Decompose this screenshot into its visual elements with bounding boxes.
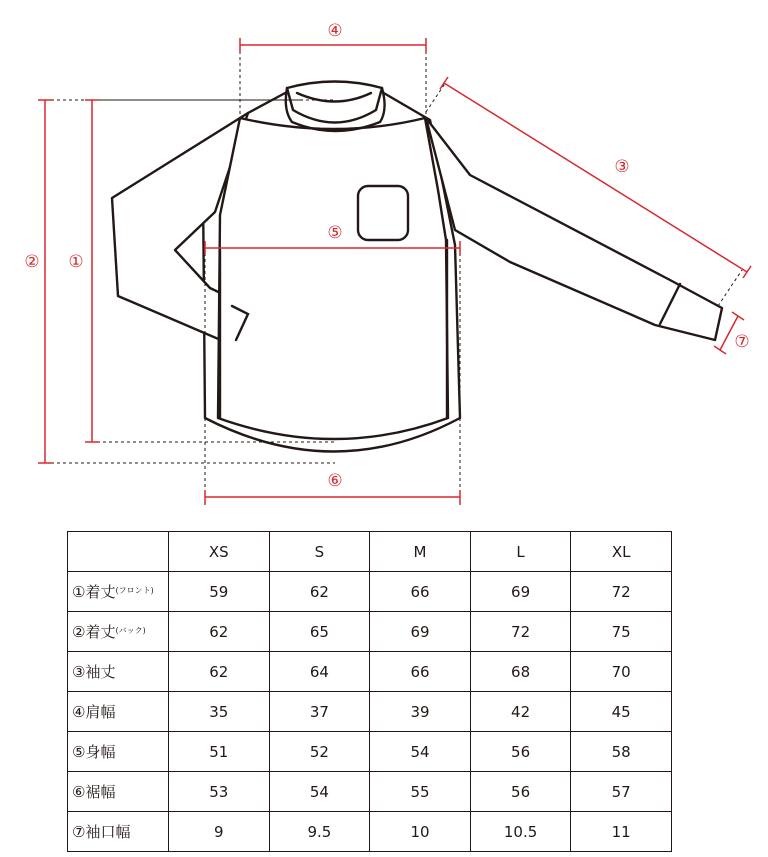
table-row: [68, 612, 672, 652]
table-cell: 55: [370, 772, 471, 812]
row-label: ③袖丈: [68, 652, 169, 692]
label-6: ⑥: [327, 471, 343, 491]
table-cell: 10.5: [470, 812, 571, 852]
measure-back-length: [24, 100, 52, 463]
header-cell-empty: [68, 532, 169, 572]
row-label: ⑤身幅: [68, 732, 169, 772]
table-cell: 75: [571, 612, 672, 652]
header-cell: M: [370, 532, 471, 572]
table-cell: 64: [269, 652, 370, 692]
table-cell: 56: [470, 732, 571, 772]
table-row: [68, 812, 672, 852]
table-cell: 37: [269, 692, 370, 732]
table-cell: 56: [470, 772, 571, 812]
pocket: [358, 186, 408, 240]
label-2: ②: [24, 252, 40, 272]
table-row: [68, 572, 672, 612]
label-7: ⑦: [734, 332, 750, 352]
table-cell: 35: [169, 692, 270, 732]
row-label: ④肩幅: [68, 692, 169, 732]
label-3: ③: [614, 157, 630, 177]
shirt-outline: [112, 82, 722, 452]
table-cell: 9: [169, 812, 270, 852]
table-cell: 51: [169, 732, 270, 772]
table-cell: 9.5: [269, 812, 370, 852]
measure-hem-width: [205, 471, 460, 504]
measure-shoulder-width: [240, 21, 426, 52]
table-cell: 54: [370, 732, 471, 772]
table-cell: 69: [470, 572, 571, 612]
measure-front-length: [68, 100, 99, 442]
table-cell: 57: [571, 772, 672, 812]
label-5: ⑤: [327, 223, 343, 243]
table-cell: 52: [269, 732, 370, 772]
label-1: ①: [68, 252, 84, 272]
table-cell: 59: [169, 572, 270, 612]
label-4: ④: [327, 21, 343, 41]
size-table: [67, 531, 672, 852]
table-cell: 53: [169, 772, 270, 812]
table-cell: 62: [169, 612, 270, 652]
table-cell: 65: [269, 612, 370, 652]
table-cell: 11: [571, 812, 672, 852]
table-row: [68, 732, 672, 772]
row-label: ②着丈$^{(バック)}$: [68, 612, 169, 652]
table-header-row: [68, 532, 672, 572]
row-label: ⑦袖口幅: [68, 812, 169, 852]
table-cell: 10: [370, 812, 471, 852]
table-cell: 72: [470, 612, 571, 652]
table-row: [68, 772, 672, 812]
table-cell: 68: [470, 652, 571, 692]
table-cell: 62: [269, 572, 370, 612]
header-cell: XS: [169, 532, 270, 572]
table-cell: 42: [470, 692, 571, 732]
table-cell: 66: [370, 572, 471, 612]
table-cell: 66: [370, 652, 471, 692]
table-cell: 39: [370, 692, 471, 732]
table-cell: 58: [571, 732, 672, 772]
table-cell: 72: [571, 572, 672, 612]
table-row: [68, 652, 672, 692]
table-cell: 69: [370, 612, 471, 652]
table-cell: 62: [169, 652, 270, 692]
header-cell: L: [470, 532, 571, 572]
table-row: [68, 692, 672, 732]
header-cell: XL: [571, 532, 672, 572]
table-cell: 54: [269, 772, 370, 812]
row-label: ⑥裾幅: [68, 772, 169, 812]
table-cell: 45: [571, 692, 672, 732]
header-cell: S: [269, 532, 370, 572]
row-label: ①着丈$^{(フロント)}$: [68, 572, 169, 612]
table-cell: 70: [571, 652, 672, 692]
